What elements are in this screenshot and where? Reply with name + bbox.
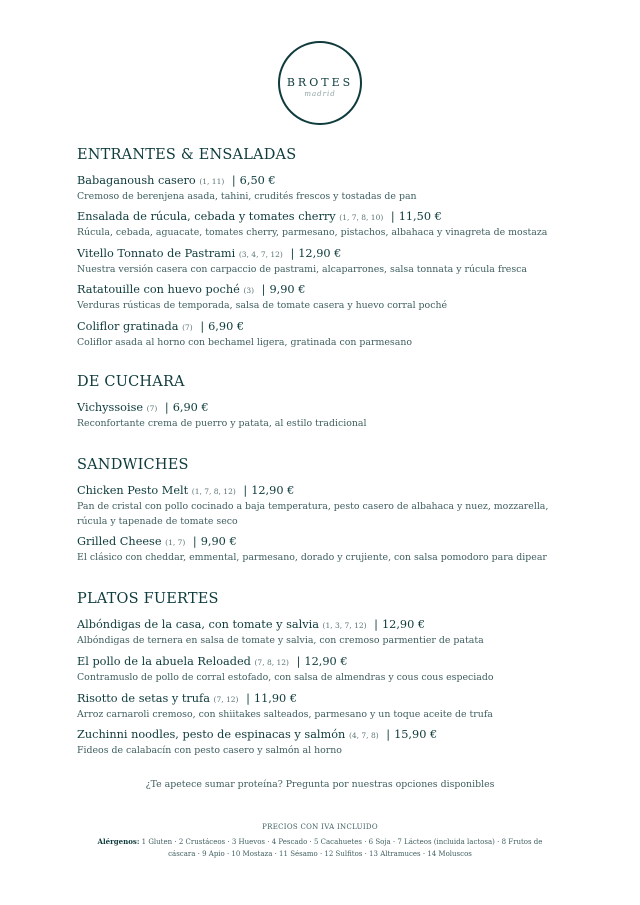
allergen-legend (80, 836, 560, 860)
separator: | (246, 692, 250, 705)
item-description: Albóndigas de ternera en salsa de tomate y salvia, con cremoso parmentier de patata (77, 635, 484, 646)
brotes-logo (278, 41, 362, 125)
item-description: Contramuslo de pollo de corral estofado, con salsa de almendras y cous cous especiado (77, 672, 494, 683)
section-title-platos-fuertes: PLATOS FUERTES (77, 591, 219, 607)
separator: | (192, 535, 197, 548)
item-allergens: (7) (146, 404, 158, 413)
item-name: Ratatouille con huevo poché (77, 283, 240, 296)
logo-wordmark: BROTES (286, 76, 354, 89)
footer-price-note: PRECIOS CON IVA INCLUIDO (262, 823, 378, 831)
menu-item (77, 534, 577, 565)
item-price: 12,90 € (251, 484, 295, 497)
item-price: 6,50 € (239, 174, 276, 187)
item-description: El clásico con cheddar, emmental, parmesano, dorado y crujiente, con salsa pomodoro para dipear (77, 552, 547, 563)
item-name: Risotto de setas y trufa (77, 692, 210, 705)
allergen-legend-line1: 1 Gluten · 2 Crustáceos · 3 Huevos · 4 Pescado · 5 Cacahuetes · 6 Soja · 7 Lácteos (incluida lactosa) · 8 Frutos de (141, 838, 543, 846)
section-title-entrantes: ENTRANTES & ENSALADAS (77, 147, 297, 163)
menu-item (77, 400, 577, 431)
item-allergens: (1, 11) (199, 177, 225, 186)
menu-item (77, 173, 577, 204)
logo-subtitle: madrid (304, 90, 336, 98)
item-price: 11,90 € (253, 692, 298, 705)
item-description: Coliflor asada al horno con bechamel ligera, gratinada con parmesano (77, 337, 413, 348)
item-price: 12,90 € (304, 655, 348, 668)
separator: | (296, 655, 301, 668)
item-allergens: (1, 7, 8, 10) (339, 213, 384, 222)
allergen-legend-label: Alérgenos: (97, 837, 140, 846)
item-name: Chicken Pesto Melt (77, 484, 189, 497)
item-description: Rúcula, cebada, aguacate, tomates cherry, parmesano, pistachos, albahaca y vinagreta de mostaza (77, 227, 548, 238)
item-name: Albóndigas de la casa, con tomate y salvia (77, 618, 319, 631)
item-description-cont: rúcula y tapenade de tomate seco (77, 516, 238, 527)
item-price: 12,90 € (298, 247, 342, 260)
separator: | (390, 210, 395, 223)
item-name: Ensalada de rúcula, cebada y tomates cherry (77, 210, 336, 223)
menu-item (77, 282, 577, 313)
item-name: Zuchinni noodles, pesto de espinacas y salmón (77, 728, 346, 741)
item-allergens: (1, 3, 7, 12) (322, 621, 367, 630)
item-allergens: (7, 8, 12) (254, 658, 289, 667)
item-allergens: (1, 7, 8, 12) (191, 487, 236, 496)
separator: | (200, 320, 205, 333)
allergen-legend-line2: cáscara · 9 Apio · 10 Mostaza · 11 Sésamo · 12 Sulfitos · 13 Altramuces · 14 Moluscos (168, 850, 472, 858)
item-name: Vichyssoise (77, 401, 144, 414)
item-allergens: (4, 7, 8) (348, 731, 379, 740)
menu-item (77, 246, 577, 277)
item-price: 15,90 € (394, 728, 438, 741)
separator: | (261, 283, 266, 296)
item-allergens: (7) (182, 323, 193, 332)
separator: | (231, 174, 236, 187)
item-name: Vitello Tonnato de Pastrami (77, 247, 236, 260)
menu-item (77, 483, 577, 529)
menu-item (77, 319, 577, 350)
separator: | (290, 247, 295, 260)
item-allergens: (3, 4, 7, 12) (238, 250, 283, 259)
item-allergens: (3) (243, 286, 255, 295)
item-price: 6,90 € (208, 320, 245, 333)
item-description: Cremoso de berenjena asada, tahini, crudités frescos y tostadas de pan (77, 191, 417, 202)
item-name: Coliflor gratinada (77, 320, 179, 333)
protein-promo: ¿Te apetece sumar proteína? Pregunta por nuestras opciones disponibles (145, 779, 495, 790)
item-price: 9,90 € (269, 283, 306, 296)
item-description: Fideos de calabacín con pesto casero y salmón al horno (77, 745, 342, 756)
item-description: Arroz carnaroli cremoso, con shiitakes salteados, parmesano y un toque aceite de trufa (77, 709, 493, 720)
item-name: Babaganoush casero (77, 174, 196, 187)
item-price: 12,90 € (381, 618, 426, 631)
separator: | (374, 618, 378, 631)
menu-item (77, 209, 577, 240)
item-description: Verduras rústicas de temporada, salsa de tomate casera y huevo corral poché (77, 300, 448, 311)
separator: | (386, 728, 391, 741)
item-name: Grilled Cheese (77, 535, 162, 548)
item-allergens: (7, 12) (213, 695, 239, 704)
separator: | (164, 401, 169, 414)
menu-item (77, 727, 577, 758)
item-name: El pollo de la abuela Reloaded (77, 655, 251, 668)
section-title-sandwiches: SANDWICHES (77, 457, 189, 473)
item-price: 9,90 € (200, 535, 237, 548)
menu-item (77, 654, 577, 685)
item-description: Nuestra versión casera con carpaccio de pastrami, alcaparrones, salsa tonnata y rúcula fresca (77, 264, 528, 275)
section-title-cuchara: DE CUCHARA (77, 374, 185, 390)
item-description: Reconfortante crema de puerro y patata, al estilo tradicional (77, 418, 367, 429)
item-price: 6,90 € (172, 401, 209, 414)
separator: | (243, 484, 248, 497)
menu-item (77, 691, 577, 722)
item-description: Pan de cristal con pollo cocinado a baja temperatura, pesto casero de albahaca y nuez, mozzarella, (77, 501, 549, 512)
menu-item (77, 617, 577, 648)
item-price: 11,50 € (398, 210, 442, 223)
item-allergens: (1, 7) (165, 538, 186, 547)
